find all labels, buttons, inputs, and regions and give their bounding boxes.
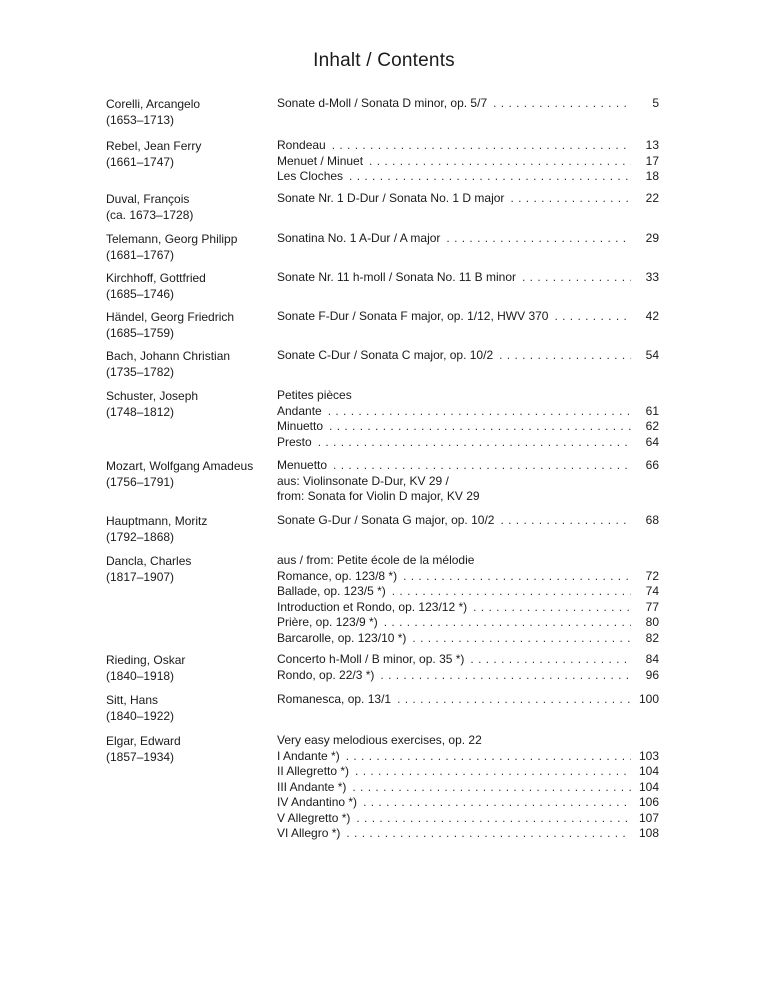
dot-leader <box>493 96 631 112</box>
toc-line <box>277 652 659 668</box>
dot-leader <box>355 764 631 780</box>
toc-line <box>277 435 659 451</box>
composer-dates: (1681–1767) <box>106 248 175 262</box>
page-number: 80 <box>645 615 659 629</box>
work-title: Sonate C-Dur / Sonata C major, op. 10/2 <box>277 348 494 362</box>
works-list <box>277 348 659 364</box>
toc-line <box>277 569 659 585</box>
dot-leader <box>363 795 631 811</box>
composer-name: Duval, François <box>106 192 190 206</box>
page-number: 77 <box>645 599 659 614</box>
work-title: VI Allegro *) <box>277 826 341 840</box>
work-title: Andante <box>277 403 322 418</box>
work-title: Romanesca, op. 13/1 <box>277 692 392 706</box>
toc-line <box>277 270 659 286</box>
toc-line <box>277 231 659 247</box>
dot-leader <box>329 419 631 435</box>
composer-name: Bach, Johann Christian <box>106 349 231 363</box>
page-number: 54 <box>645 348 659 362</box>
work-title: Menuet / Minuet <box>277 153 364 168</box>
composer-name: Rebel, Jean Ferry <box>106 139 202 153</box>
dot-leader <box>412 631 631 647</box>
dot-leader <box>349 169 631 185</box>
page-number: 62 <box>645 419 659 433</box>
composer-dates: (1840–1922) <box>106 709 175 723</box>
composer-dates: (1685–1759) <box>106 326 175 340</box>
page-number: 106 <box>638 795 659 809</box>
dot-leader <box>446 231 631 247</box>
composer <box>106 388 271 420</box>
composer <box>106 733 271 765</box>
composer-dates: (1661–1747) <box>106 155 175 169</box>
dot-leader <box>473 600 631 616</box>
page-number: 13 <box>645 138 659 152</box>
works-list <box>277 191 659 207</box>
work-title: Minuetto <box>277 419 324 433</box>
toc-line <box>277 154 659 170</box>
page-number: 33 <box>645 270 659 284</box>
composer-dates: (1735–1782) <box>106 365 175 379</box>
works-list <box>277 231 659 247</box>
composer-dates: (1685–1746) <box>106 287 175 301</box>
work-title: Sonate Nr. 1 D-Dur / Sonata No. 1 D major <box>277 191 505 205</box>
toc-line <box>277 811 659 827</box>
page-number: 103 <box>638 748 659 763</box>
toc-line <box>277 600 659 616</box>
toc-line <box>277 780 659 796</box>
toc-line <box>277 489 659 505</box>
work-title: Prière, op. 123/9 *) <box>277 615 378 629</box>
toc-line <box>277 631 659 647</box>
dot-leader <box>510 191 631 207</box>
composer-dates: (1817–1907) <box>106 570 175 584</box>
work-title: Romance, op. 123/8 *) <box>277 568 398 583</box>
composer <box>106 270 271 302</box>
work-title: aus: Violinsonate D-Dur, KV 29 / <box>277 473 449 488</box>
work-title: from: Sonata for Violin D major, KV 29 <box>277 489 480 503</box>
dot-leader <box>397 692 631 708</box>
composer <box>106 309 271 341</box>
toc-line <box>277 826 659 842</box>
work-title: I Andante *) <box>277 748 340 763</box>
toc-line <box>277 474 659 490</box>
work-title: aus / from: Petite école de la mélodie <box>277 553 475 567</box>
composer-name: Dancla, Charles <box>106 554 192 568</box>
composer <box>106 652 271 684</box>
works-list <box>277 138 659 185</box>
dot-leader <box>392 584 631 600</box>
dot-leader <box>352 780 631 796</box>
work-title: Rondo, op. 22/3 *) <box>277 667 375 682</box>
toc-line <box>277 749 659 765</box>
toc-line <box>277 513 659 529</box>
composer-name: Elgar, Edward <box>106 734 181 748</box>
dot-leader <box>369 154 631 170</box>
composer <box>106 138 271 170</box>
dot-leader <box>328 404 631 420</box>
toc-line <box>277 692 659 708</box>
composer <box>106 96 271 128</box>
work-title: V Allegretto *) <box>277 810 351 825</box>
dot-leader <box>333 458 631 474</box>
toc-line <box>277 795 659 811</box>
work-title: Presto <box>277 434 312 449</box>
work-title: Les Cloches <box>277 169 344 183</box>
toc-line <box>277 191 659 207</box>
toc-line <box>277 764 659 780</box>
page-number: 18 <box>645 169 659 183</box>
page-number: 64 <box>645 434 659 449</box>
page-number: 17 <box>645 153 659 168</box>
work-title: II Allegretto *) <box>277 764 350 778</box>
composer-name: Telemann, Georg Philipp <box>106 232 238 246</box>
toc-line <box>277 404 659 420</box>
work-title: Sonatina No. 1 A-Dur / A major <box>277 231 441 245</box>
page-number: 104 <box>638 764 659 778</box>
dot-leader <box>346 826 631 842</box>
dot-leader <box>356 811 631 827</box>
work-title: Very easy melodious exercises, op. 22 <box>277 733 482 747</box>
composer-name: Rieding, Oskar <box>106 653 186 667</box>
works-list <box>277 458 659 505</box>
composer-name: Kirchhoff, Gottfried <box>106 271 206 285</box>
page-number: 5 <box>652 96 659 110</box>
composer-name: Händel, Georg Friedrich <box>106 310 235 324</box>
dot-leader <box>522 270 631 286</box>
composer-dates: (ca. 1673–1728) <box>106 208 194 222</box>
composer-dates: (1840–1918) <box>106 669 175 683</box>
dot-leader <box>380 668 631 684</box>
toc-line <box>277 138 659 154</box>
page-number: 66 <box>645 458 659 472</box>
page-number: 84 <box>645 652 659 666</box>
dot-leader <box>554 309 631 325</box>
composer-dates: (1857–1934) <box>106 750 175 764</box>
page-number: 68 <box>645 513 659 527</box>
work-title: Sonate G-Dur / Sonata G major, op. 10/2 <box>277 513 495 527</box>
composer-name: Sitt, Hans <box>106 693 159 707</box>
composer-name: Corelli, Arcangelo <box>106 97 201 111</box>
composer <box>106 553 271 585</box>
page-number: 96 <box>645 667 659 682</box>
composer <box>106 692 271 724</box>
page-number: 108 <box>638 826 659 840</box>
toc-line <box>277 553 659 569</box>
toc-line <box>277 584 659 600</box>
work-title: Barcarolle, op. 123/10 *) <box>277 630 407 645</box>
works-list <box>277 733 659 842</box>
composer-dates: (1748–1812) <box>106 405 175 419</box>
page-number: 72 <box>645 568 659 583</box>
toc-line <box>277 419 659 435</box>
works-list <box>277 270 659 286</box>
dot-leader <box>384 615 631 631</box>
work-title: Ballade, op. 123/5 *) <box>277 584 386 598</box>
toc-line <box>277 169 659 185</box>
work-title: Menuetto <box>277 458 328 472</box>
dot-leader <box>470 652 631 668</box>
work-title: Introduction et Rondo, op. 123/12 *) <box>277 599 468 614</box>
works-list <box>277 553 659 646</box>
page-number: 29 <box>645 231 659 245</box>
dot-leader <box>500 513 631 529</box>
toc-line <box>277 615 659 631</box>
dot-leader <box>403 569 631 585</box>
page-number: 100 <box>638 692 659 706</box>
composer-name: Hauptmann, Moritz <box>106 514 208 528</box>
page-number: 42 <box>645 309 659 323</box>
composer-dates: (1653–1713) <box>106 113 175 127</box>
works-list <box>277 692 659 708</box>
page-number: 104 <box>638 779 659 794</box>
composer <box>106 231 271 263</box>
page-title: Inhalt / Contents <box>313 50 455 71</box>
composer <box>106 348 271 380</box>
composer <box>106 513 271 545</box>
work-title: Sonate Nr. 11 h-moll / Sonata No. 11 B minor <box>277 270 517 284</box>
toc-line <box>277 458 659 474</box>
work-title: Petites pièces <box>277 388 352 402</box>
work-title: Concerto h-Moll / B minor, op. 35 *) <box>277 652 465 666</box>
dot-leader <box>499 348 631 364</box>
composer <box>106 191 271 223</box>
work-title: Sonate d-Moll / Sonata D minor, op. 5/7 <box>277 96 488 110</box>
composer <box>106 458 271 490</box>
work-title: Rondeau <box>277 138 326 152</box>
dot-leader <box>318 435 631 451</box>
works-list <box>277 96 659 112</box>
toc-line <box>277 309 659 325</box>
toc-line <box>277 668 659 684</box>
work-title: IV Andantino *) <box>277 795 358 809</box>
composer-name: Mozart, Wolfgang Amadeus <box>106 459 254 473</box>
works-list <box>277 309 659 325</box>
toc-line <box>277 733 659 749</box>
works-list <box>277 513 659 529</box>
page-number: 82 <box>645 630 659 645</box>
works-list <box>277 388 659 450</box>
page-number: 107 <box>638 810 659 825</box>
toc-line <box>277 388 659 404</box>
composer-dates: (1756–1791) <box>106 475 175 489</box>
composer-dates: (1792–1868) <box>106 530 175 544</box>
page-number: 74 <box>645 584 659 598</box>
work-title: III Andante *) <box>277 779 347 794</box>
page-number: 61 <box>645 403 659 418</box>
toc-line <box>277 348 659 364</box>
toc-line <box>277 96 659 112</box>
work-title: Sonate F-Dur / Sonata F major, op. 1/12, HWV 370 <box>277 309 549 323</box>
page-number: 22 <box>645 191 659 205</box>
dot-leader <box>332 138 631 154</box>
composer-name: Schuster, Joseph <box>106 389 199 403</box>
works-list <box>277 652 659 683</box>
dot-leader <box>346 749 631 765</box>
